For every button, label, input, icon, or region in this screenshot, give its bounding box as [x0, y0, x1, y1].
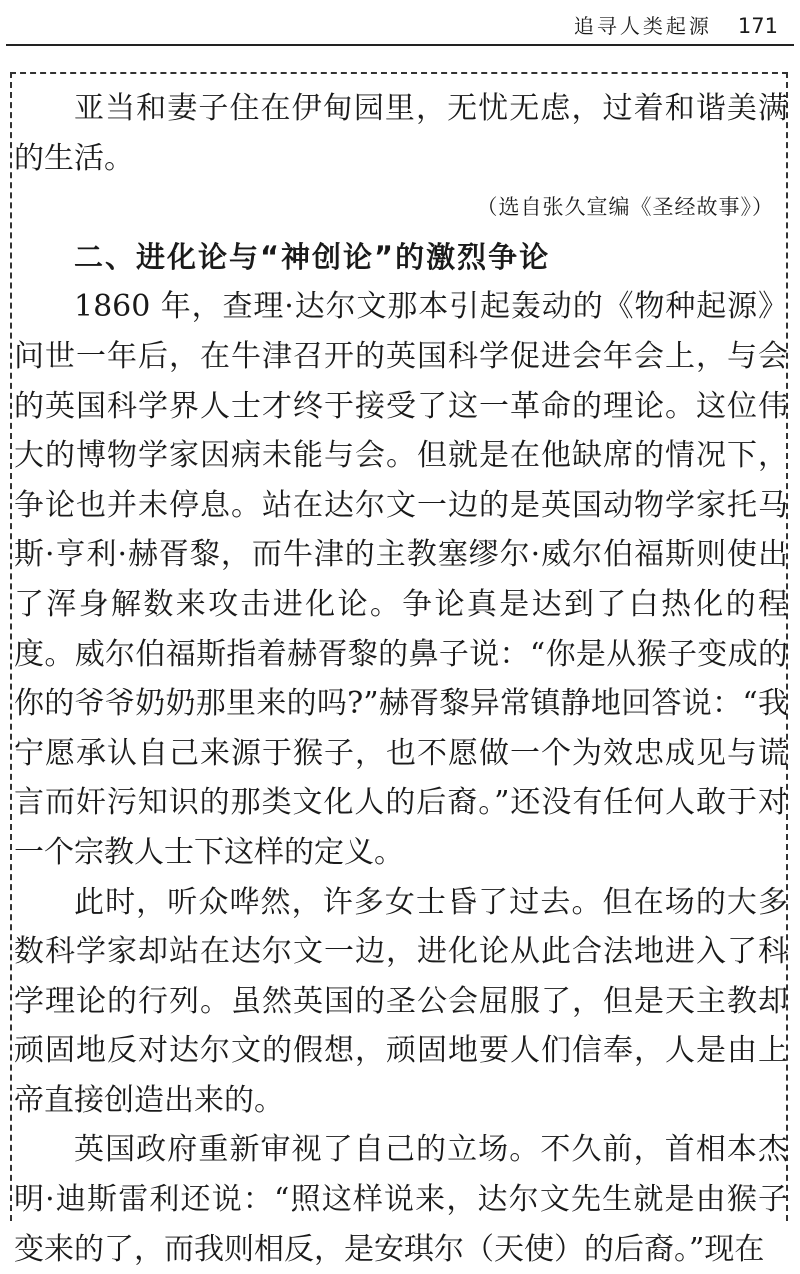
paragraph-debate: 1860 年，查理·达尔文那本引起轰动的《物种起源》问世一年后，在牛津召开的英国科学促进会年会上，与会的英国科学界人士才终于接受了这一革命的理论。这位伟大的博物学家因病未能与会。但就是在他缺席的情况下，争论也并未停息。站在达尔文一边的是英国动物学家托马斯·亨利·赫胥黎，而牛津的主教塞缪尔·威尔伯福斯则使出了浑身解数来攻击进化论。争论真是达到了白热化的程度。威尔伯福斯指着赫胥黎的鼻子说：“你是从猴子变成的你的爷爷奶奶那里来的吗?”赫胥黎异常镇静地回答说：“我宁愿承认自己来源于猴子，也不愿做一个为效忠成见与谎言而奸污知识的那类文化人的后裔。”还没有任何人敢于对一个宗教人士下这样的定义。: [14, 289, 788, 870]
paragraph-government: 英国政府重新审视了自己的立场。不久前，首相本杰明·迪斯雷利还说：“照这样说来，达尔文先生就是由猴子变来的了，而我则相反，是安琪尔（天使）的后裔。”现在: [14, 1132, 788, 1267]
page-body: [14, 84, 788, 1274]
header-rule: [6, 44, 794, 46]
paragraph-intro: 亚当和妻子住在伊甸园里，无忧无虑，过着和谐美满的生活。: [14, 91, 788, 176]
section-heading: 二、进化论与“神创论”的激烈争论: [74, 239, 551, 274]
page-number: 171: [737, 14, 778, 38]
running-head-title: 追寻人类起源: [573, 14, 712, 38]
paragraph-reaction: 此时，听众哗然，许多女士昏了过去。但在场的大多数科学家却站在达尔文一边，进化论从此合法地进入了科学理论的行列。虽然英国的圣公会屈服了，但是天主教却顽固地反对达尔文的假想，顽固地要人们信奉，人是由上帝直接创造出来的。: [14, 884, 788, 1118]
running-head: [574, 10, 778, 39]
source-citation: （选自张久宣编《圣经故事》）: [476, 195, 774, 220]
